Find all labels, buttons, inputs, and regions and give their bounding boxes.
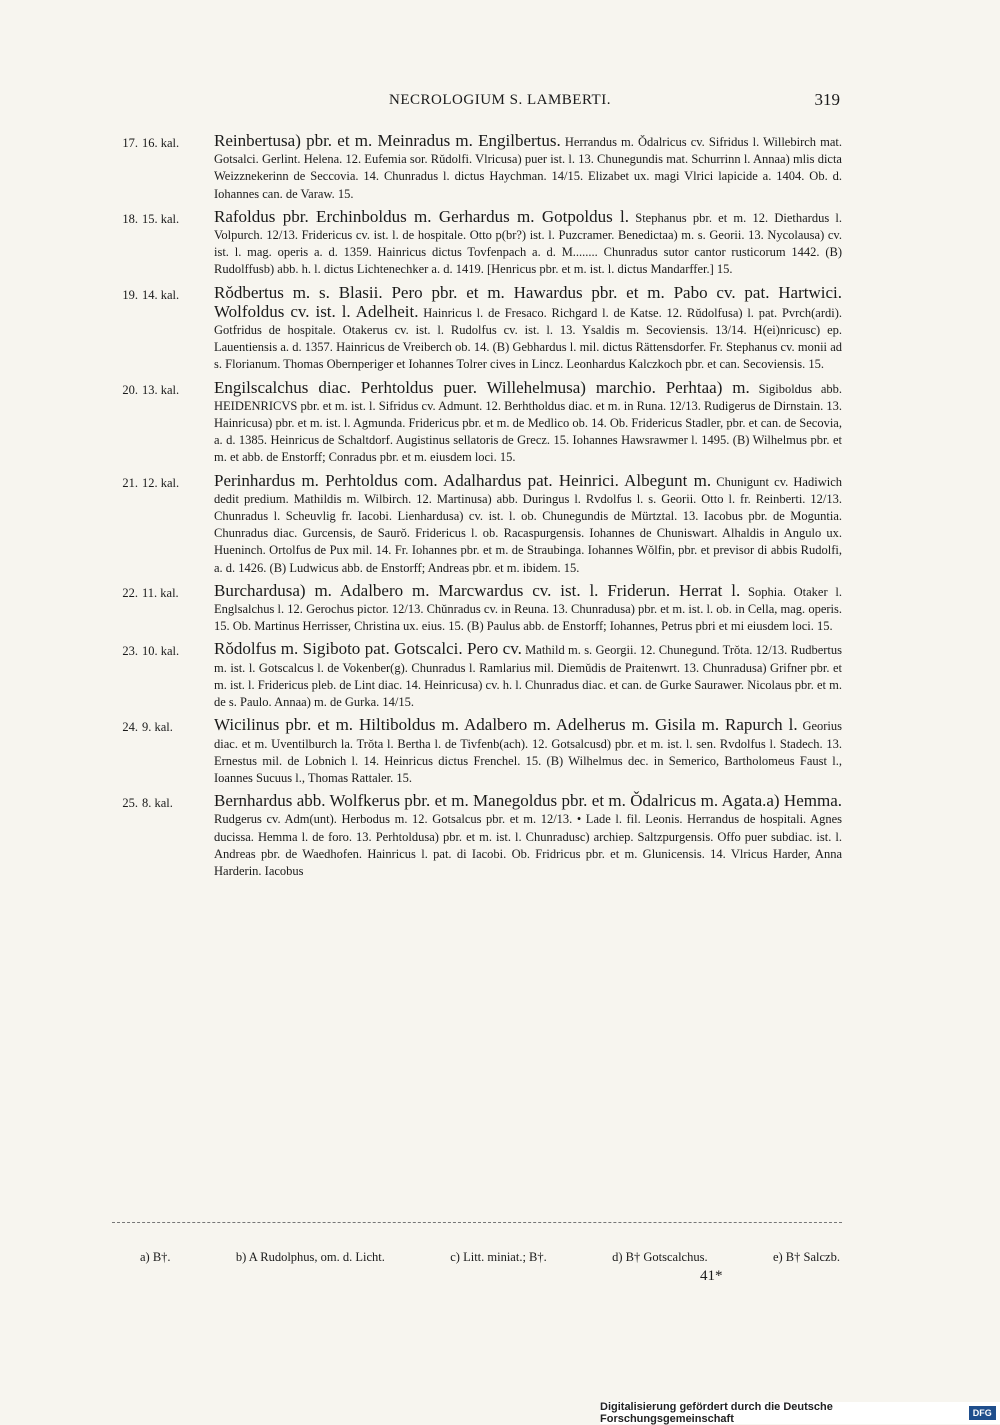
entry-body: Stephanus pbr. et m. 12. Diethardus l. Volpurch. 12/13. Fridericus cv. ist. l. de hospitale. Otto p(br?) ist. l. Puzcramer. Benedictaa) m. s. Georii. 13. Nycolausa) cv. ist. l. mag. operis a. d. 1359. Hainricus dictus Tovfenpach a. d. M........ Chunradus sutor cantor rusticorum 1442. (B) Rudolffusb) abb. h. l. dictus Lichtenechker a. d. 1419. [Henricus pbr. et m. ist. l. dictus Mandarffer.] 15. (214, 210, 843, 277)
dfg-credit-bar (600, 1402, 1000, 1424)
entry-date: 10. kal. (142, 644, 180, 659)
entry-body: Georius diac. et m. Uventilburch la. Trǒta l. Bertha l. de Tivfenb(ach). 12. Gotsalcusd) pbr. et m. ist. l. sen. Rvdolfus l. Stadech. 13. Ernestus mil. de Lobnich l. 14. Heinricus dictus Frenchel. 15. (B) Wilhelmus dec. in Semerico, Bartholomeus Faust l., Ioannes Sucuus l., Thomas Rattaler. 15. (214, 719, 843, 785)
entry-body: Mathild m. s. Georgii. 12. Chunegund. Trǒta. 12/13. Rudbertus m. ist. l. Gotscalcus l. de Vokenber(g). Chunradus l. Ramlarius mil. Diemǔdis de Praitenwrt. 13. Chunradusa) Grifner pbr. et m. ist. l. Fridericus pleb. de Lint diac. 14. Heinricusa) cv. h. l. Chunradus diac. et can. de Gurke Saurawer. Nicolaus pbr. et m. de s. Paulo. Annaa) m. de Gurka. 14/15. (214, 643, 842, 710)
entry (112, 208, 842, 279)
entry (112, 640, 842, 711)
entry-text (214, 640, 842, 711)
page-number: 319 (814, 90, 840, 109)
footnote: c) Litt. miniat.; B†. (450, 1250, 547, 1264)
footnotes (140, 1250, 840, 1265)
entry-body: Sigiboldus abb. HEIDENRICVS pbr. et m. ist. l. Sifridus cv. Admunt. 12. Berhtholdus diac. et m. in Runa. 12/13. Rudigerus de Dirnstain. 13. Hainricusa) pbr. et m. ist. l. Agmunda. Fridericus pbr. et m. de Medlico ob. 14. Ob. Fridericus Stadler, pbr. et can. de Secovia, a. d. 1385. Heinricus de Schaltdorf. Augistinus sellatoris de Grecz. 15. Iohannes Hawsrawmer l. 1495. (B) Wilhelmus pbr. et m. et abb. de Enstorff; Conradus pbr. et m. eiusdem loci. 15. (214, 381, 843, 465)
entry-text (214, 379, 842, 467)
entry (112, 716, 842, 787)
entry-head: Wicilinus pbr. et m. Hiltiboldus m. Adalbero m. Adelherus m. Gisila m. Rapurch l. (214, 715, 798, 735)
entry-number: 23. (122, 644, 138, 659)
entry-number: 22. (122, 585, 138, 600)
entry-number: 24. (122, 720, 138, 735)
entry-head: Bernhardus abb. Wolfkerus pbr. et m. Manegoldus pbr. et m. Ǒdalricus m. Agata.a) Hemma. (214, 791, 842, 811)
signature-mark: 41* (700, 1268, 723, 1284)
entry-number: 20. (122, 382, 138, 397)
entry (112, 582, 842, 636)
necrology-entries (112, 132, 842, 885)
entry-head: Reinbertusa) pbr. et m. Meinradus m. Engilbertus. (214, 131, 561, 150)
entry-date: 14. kal. (142, 287, 180, 302)
entry (112, 379, 842, 467)
entry-number: 25. (122, 796, 138, 811)
entry-body: Rudgerus cv. Adm(unt). Herbodus m. 12. Gotsalcus pbr. et m. 12/13. • Lade l. fil. Leonis. Herrandus de hospitali. Agnes ducissa. Hemma l. de foro. 13. Perhtoldusa) pbr. et m. ist. l. Chunradusc) archiep. Saltzpurgensis. Offo puer subdiac. ist. l. Andreas pbr. de Waedhofen. Hainricus l. pat. di Iacobi. Ob. Fridricus pbr. et m. Glunicensis. 14. Vlricus Harder, Anna Harderin. Iacobus (214, 812, 842, 878)
entry-body: Sophia. Otaker l. Englsalchus l. 12. Gerochus pictor. 12/13. Chǔnradus cv. in Reuna. 13. Chunradusa) pbr. et m. ist. l. ob. in Cella, mag. operis. 15. Ob. Martinus Herrisser, Christina ux. eius. 15. (B) Paulus abb. de Enstorff; Iohannes, Petrus pbri et mi eiusdem loci. 15. (214, 584, 842, 634)
entry (112, 132, 842, 203)
entry-number: 21. (122, 475, 138, 490)
entry-date: 8. kal. (142, 796, 173, 811)
dfg-credit-text: Digitalisierung gefördert durch die Deutsche Forschungsgemeinschaft (600, 1401, 833, 1425)
entry-text (214, 582, 842, 636)
footnote: b) A Rudolphus, om. d. Licht. (235, 1250, 385, 1264)
entry-number: 19. (122, 287, 138, 302)
entry-head: Rǒdolfus m. Sigiboto pat. Gotscalci. Pero cv. (214, 639, 522, 659)
entry-head: Burchardusa) m. Adalbero m. Marcwardus cv. ist. l. Friderun. Herrat l. (214, 580, 741, 600)
entry (112, 792, 842, 880)
entry-date: 9. kal. (142, 720, 173, 735)
entry-date: 15. kal. (142, 211, 180, 226)
entry-text (214, 132, 842, 203)
entry-number: 18. (122, 211, 138, 226)
dfg-logo: DFG (969, 1406, 996, 1420)
entry (112, 284, 842, 374)
footnote: a) B†. (140, 1250, 171, 1264)
entry-text (214, 792, 842, 880)
entry-body: Chunigunt cv. Hadiwich dedit predium. Mathildis m. Wilbirch. 12. Martinusa) abb. Duringus l. Rvdolfus l. s. Georii. Otto l. fr. Reinberti. 12/13. Chunradus l. Scheuvlig fr. Iacobi. Lienhardusa) cv. ist. l. ob. Chunegundis de Mürtztal. 13. Iacobus pbr. de Moguntia. Chunradus diac. Gurcensis, de Saurǒ. Fridericus l. ob. Racaspurgensis. Iohannes de Chuniswart. Alhaldis in Angulo ux. Hueninch. Ortolfus de Pux mil. 14. Fr. Iohannes pbr. et m. de Straubinga. Iohannes Wǒlfin, pbr. et previsor di abbis Rudolfi, a. d. 1426. (B) Ludwicus abb. de Enstorff; Andreas pbr. et m. ibidem. 15. (214, 474, 842, 575)
footnote: e) B† Salczb. (772, 1250, 840, 1264)
entry-text (214, 208, 842, 279)
running-title: NECROLOGIUM S. LAMBERTI. (389, 92, 611, 108)
entry-text (214, 284, 842, 374)
entry-head: Rǒdbertus m. s. Blasii. Pero pbr. et m. Hawardus pbr. et m. Pabo cv. pat. Hartwici. Wolfoldus cv. ist. l. Adelheit. (214, 282, 842, 321)
entry-date: 13. kal. (142, 382, 180, 397)
entry-head: Rafoldus pbr. Erchinboldus m. Gerhardus m. Gotpoldus l. (214, 206, 630, 226)
entry-body: Herrandus m. Ǒdalricus cv. Sifridus l. Willebirch mat. Gotsalci. Gerlint. Helena. 12. Eufemia sor. Rǔdolfi. Vlricusa) puer ist. l. 13. Chunegundis mat. Schurrinn l. Annaa) mlis dicta Weizznekerinn de Seccovia. 14. Chunradus l. dictus Haychman. 14/15. Elizabet ux. magi Vlrici lapicide a. 1404. Ob. d. Iohannes can. de Varaw. 15. (214, 135, 842, 201)
entry (112, 472, 842, 577)
entry-body: Hainricus l. de Fresaco. Richgard l. de Katse. 12. Rǔdolfusa) l. pat. Pvrch(ardi). Gotfridus de hospitale. Otakerus cv. ist. l. Rudolfus cv. ist. l. 13. Ysaldis m. Secoviensis. 13/14. H(ei)nricusc) ep. Lauentiensis a. d. 1357. Hainricus de Vreiberch ob. 14. (B) Gebhardus l. mil. dictus Rättensdorfer. Fr. Stephanus cv. monii ad s. Florianum. Thomas Obernperiger et Iohannes Tolrer cives in Lincz. Leonhardus Kalczkoch pbr. et can. Secoviensis. 15. (214, 305, 842, 372)
entry-date: 12. kal. (142, 475, 180, 490)
entry-head: Engilscalchus diac. Perhtoldus puer. Willehelmusa) marchio. Perhtaa) m. (214, 377, 750, 397)
entry-number: 17. (122, 136, 138, 150)
entry-text (214, 472, 842, 577)
footnote-separator (112, 1222, 842, 1223)
entry-date: 16. kal. (142, 136, 180, 150)
footnote: d) B† Gotscalchus. (612, 1250, 708, 1264)
entry-head: Perinhardus m. Perhtoldus com. Adalhardus pat. Heinrici. Albegunt m. (214, 470, 712, 490)
entry-date: 11. kal. (142, 585, 179, 600)
entry-text (214, 716, 842, 787)
